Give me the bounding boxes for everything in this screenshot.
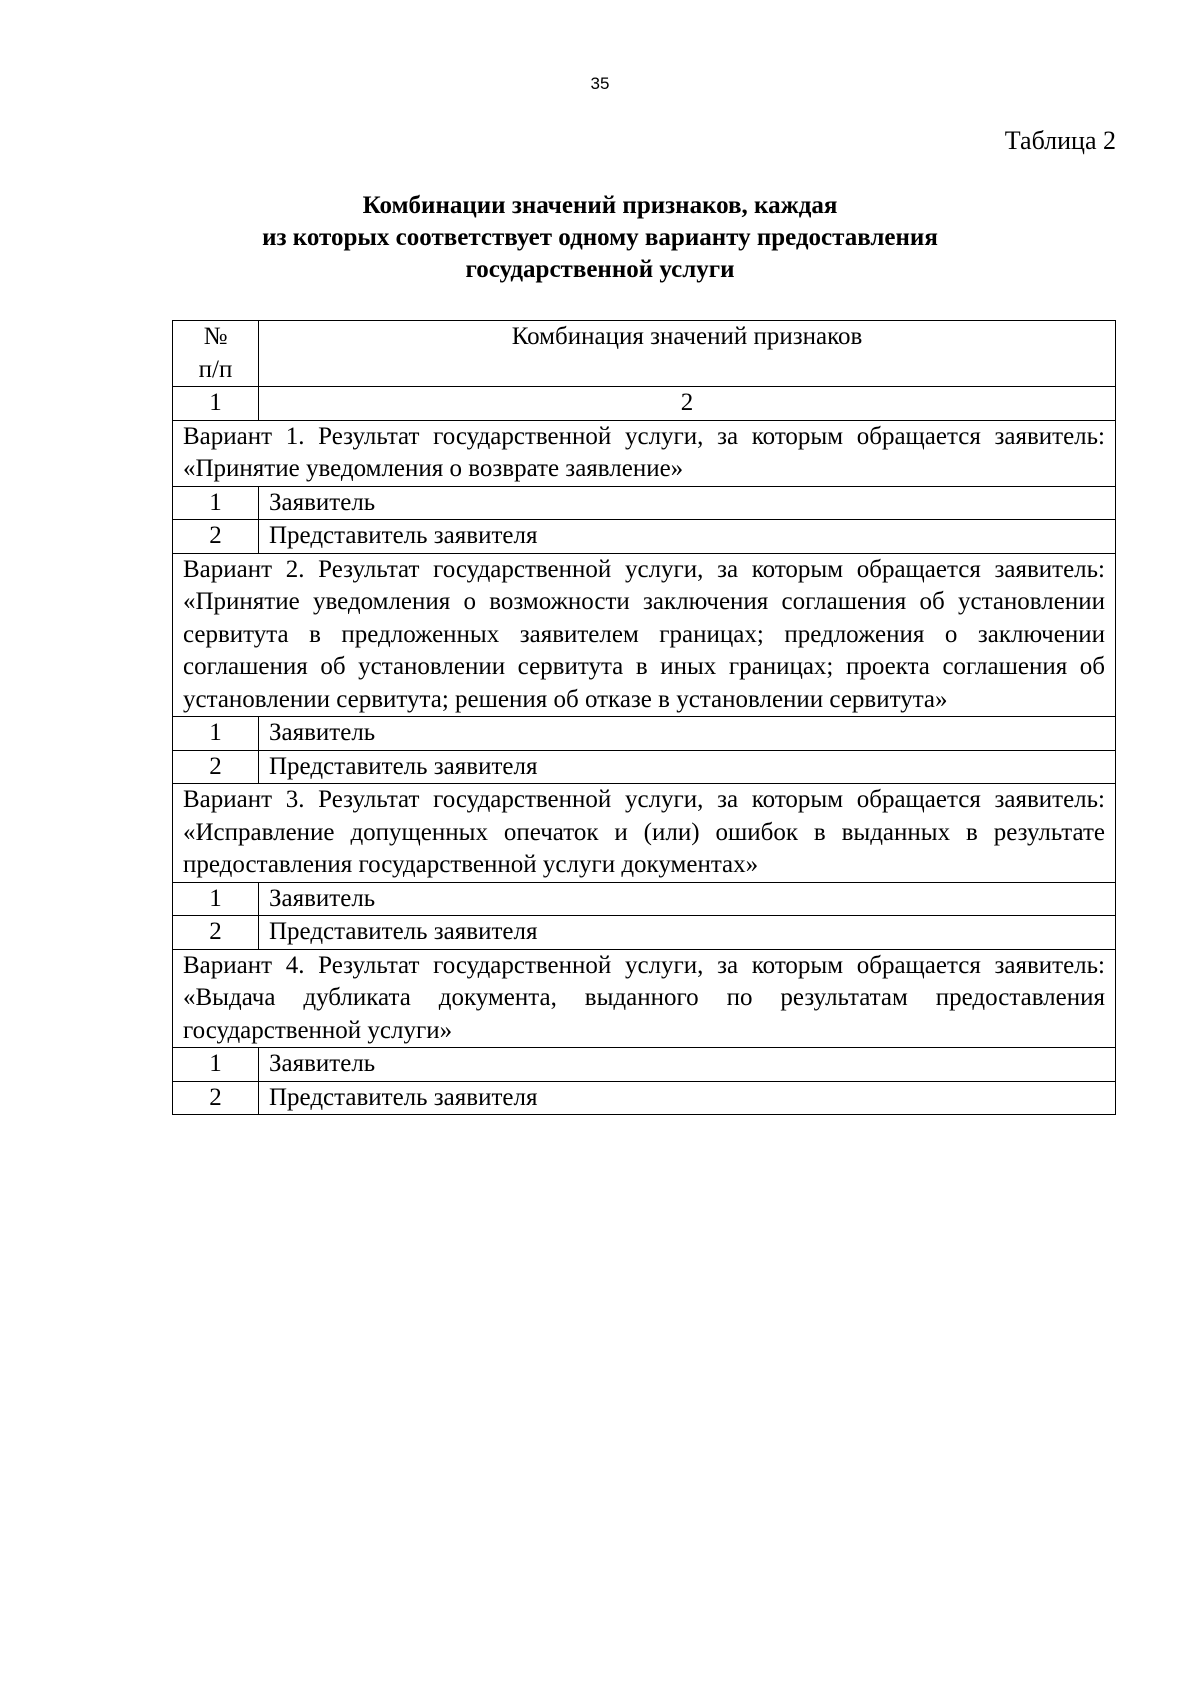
row-number: 1 [173, 717, 259, 751]
row-number: 1 [173, 486, 259, 520]
variant-heading-row [173, 784, 1116, 883]
variants-table [172, 320, 1116, 1115]
variant-1-text: Вариант 1. Результат государственной услуги, за которым обращается заявитель: «Принятие уведомления о возврате заявление» [173, 420, 1116, 486]
title-line: государственной услуги [465, 256, 735, 283]
row-value: Заявитель [259, 717, 1116, 751]
row-number: 2 [173, 916, 259, 950]
page-number: 35 [590, 74, 610, 93]
table-label: Таблица 2 [1004, 126, 1116, 155]
row-number: 2 [173, 1081, 259, 1115]
table-row [173, 882, 1116, 916]
header-num-cell [173, 321, 259, 387]
document-title [160, 190, 1040, 286]
row-value: Заявитель [259, 1048, 1116, 1082]
index-cell: 2 [259, 387, 1116, 421]
row-value: Представитель заявителя [259, 1081, 1116, 1115]
header-combination-cell: Комбинация значений признаков [259, 321, 1116, 387]
row-number: 2 [173, 520, 259, 554]
table-header-row [173, 321, 1116, 387]
variant-3-text: Вариант 3. Результат государственной услуги, за которым обращается заявитель: «Исправление допущенных опечаток и (или) ошибок в выданных в результате предоставления государственной услуги документах» [173, 784, 1116, 883]
row-value: Заявитель [259, 486, 1116, 520]
row-number: 1 [173, 1048, 259, 1082]
variant-heading-row [173, 553, 1116, 717]
header-num-abbr: п/п [198, 355, 233, 383]
title-line: из которых соответствует одному варианту предоставления [262, 224, 938, 251]
title-line: Комбинации значений признаков, каждая [362, 192, 838, 219]
table-row [173, 717, 1116, 751]
variant-heading-row [173, 420, 1116, 486]
table-row [173, 1081, 1116, 1115]
table-index-row [173, 387, 1116, 421]
table-row [173, 750, 1116, 784]
row-value: Представитель заявителя [259, 750, 1116, 784]
table-row [173, 916, 1116, 950]
row-number: 2 [173, 750, 259, 784]
variant-2-text: Вариант 2. Результат государственной услуги, за которым обращается заявитель: «Принятие уведомления о возможности заключения соглашения об установлении сервитута в предложенных заявителем границах; предложения о заключении соглашения об установлении сервитута в иных границах; проекта соглашения об установлении сервитута; решения об отказе в установлении сервитута» [173, 553, 1116, 717]
table-row [173, 486, 1116, 520]
row-value: Заявитель [259, 882, 1116, 916]
table-row [173, 520, 1116, 554]
index-cell: 1 [173, 387, 259, 421]
table-row [173, 1048, 1116, 1082]
variant-4-text: Вариант 4. Результат государственной услуги, за которым обращается заявитель: «Выдача дубликата документа, выданного по результатам предоставления государственной услуги» [173, 949, 1116, 1048]
variant-heading-row [173, 949, 1116, 1048]
row-number: 1 [173, 882, 259, 916]
row-value: Представитель заявителя [259, 916, 1116, 950]
header-num-sign: № [203, 323, 228, 350]
row-value: Представитель заявителя [259, 520, 1116, 554]
